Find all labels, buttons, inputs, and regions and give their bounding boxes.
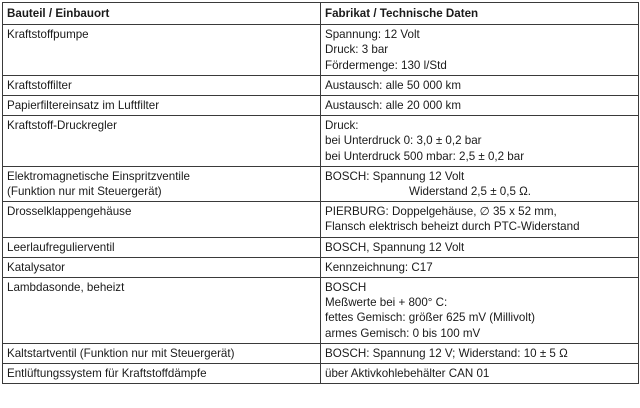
- data-text: BOSCH: [325, 281, 367, 295]
- cell-data: [321, 343, 639, 363]
- data-text: bei Unterdruck 0: 3,0 ± 0,2 bar: [325, 134, 482, 148]
- component-text: Kaltstartventil (Funktion nur mit Steuergerät): [7, 346, 235, 360]
- data-text: armes Gemisch: 0 bis 100 mV: [325, 326, 481, 340]
- data-text: Flansch elektrisch beheizt durch PTC-Widerstand: [325, 220, 580, 234]
- component-text: Lambdasonde, beheizt: [7, 281, 125, 295]
- data-text: BOSCH, Spannung 12 Volt: [325, 240, 465, 254]
- cell-data: [321, 278, 639, 344]
- cell-component: [3, 257, 321, 277]
- table-row: [3, 96, 639, 116]
- data-text: Austausch: alle 50 000 km: [325, 78, 461, 92]
- data-text: Widerstand 2,5 ± 0,5 Ω.: [409, 185, 532, 199]
- cell-component: [3, 75, 321, 95]
- table-row: [3, 364, 639, 384]
- component-text: Papierfiltereinsatz im Luftfilter: [7, 99, 160, 113]
- header-row: [3, 3, 639, 25]
- cell-data: [321, 96, 639, 116]
- component-text: Kraftstoffilter: [7, 78, 72, 92]
- table-row: [3, 75, 639, 95]
- header-data: Fabrikat / Technische Daten: [321, 3, 639, 25]
- table-row: [3, 202, 639, 237]
- table-row: [3, 25, 639, 76]
- data-text: Spannung: 12 Volt: [325, 28, 420, 42]
- data-text: Austausch: alle 20 000 km: [325, 99, 461, 113]
- cell-component: [3, 343, 321, 363]
- table-row: [3, 343, 639, 363]
- component-text: Drosselklappengehäuse: [7, 205, 132, 219]
- data-text: Druck: 3 bar: [325, 43, 389, 57]
- component-text: Kraftstoffpumpe: [7, 28, 89, 42]
- cell-data: [321, 75, 639, 95]
- component-text: (Funktion nur mit Steuergerät): [7, 185, 162, 199]
- cell-data: [321, 257, 639, 277]
- cell-data: [321, 364, 639, 384]
- table-row: [3, 237, 639, 257]
- cell-component: [3, 364, 321, 384]
- cell-component: [3, 166, 321, 201]
- data-text: Meßwerte bei + 800° C:: [325, 296, 448, 310]
- data-text: Fördermenge: 130 l/Std: [325, 58, 447, 72]
- component-text: Leerlaufregulierventil: [7, 240, 115, 254]
- spec-table: [2, 2, 639, 384]
- component-text: Katalysator: [7, 260, 65, 274]
- data-text: bei Unterdruck 500 mbar: 2,5 ± 0,2 bar: [325, 149, 525, 163]
- data-text: BOSCH: Spannung 12 Volt: [325, 169, 465, 183]
- component-text: Entlüftungssystem für Kraftstoffdämpfe: [7, 367, 207, 381]
- cell-data: [321, 166, 639, 201]
- component-text: Elektromagnetische Einspritzventile: [7, 169, 191, 183]
- cell-data: [321, 116, 639, 167]
- cell-data: [321, 237, 639, 257]
- cell-component: [3, 116, 321, 167]
- cell-data: [321, 202, 639, 237]
- cell-component: [3, 237, 321, 257]
- cell-component: [3, 202, 321, 237]
- data-text: PIERBURG: Doppelgehäuse, ∅ 35 x 52 mm,: [325, 205, 557, 219]
- data-text: Druck:: [325, 119, 359, 133]
- table-row: [3, 278, 639, 344]
- data-text: BOSCH: Spannung 12 V; Widerstand: 10 ± 5 Ω: [325, 346, 568, 360]
- cell-component: [3, 96, 321, 116]
- data-text: über Aktivkohlebehälter CAN 01: [325, 367, 490, 381]
- table-row: [3, 116, 639, 167]
- header-component: Bauteil / Einbauort: [3, 3, 321, 25]
- cell-data: [321, 25, 639, 76]
- data-text: Kennzeichnung: C17: [325, 260, 433, 274]
- component-text: Kraftstoff-Druckregler: [7, 119, 117, 133]
- cell-component: [3, 278, 321, 344]
- table-row: [3, 257, 639, 277]
- table-row: [3, 166, 639, 201]
- data-text: fettes Gemisch: größer 625 mV (Millivolt): [325, 311, 536, 325]
- cell-component: [3, 25, 321, 76]
